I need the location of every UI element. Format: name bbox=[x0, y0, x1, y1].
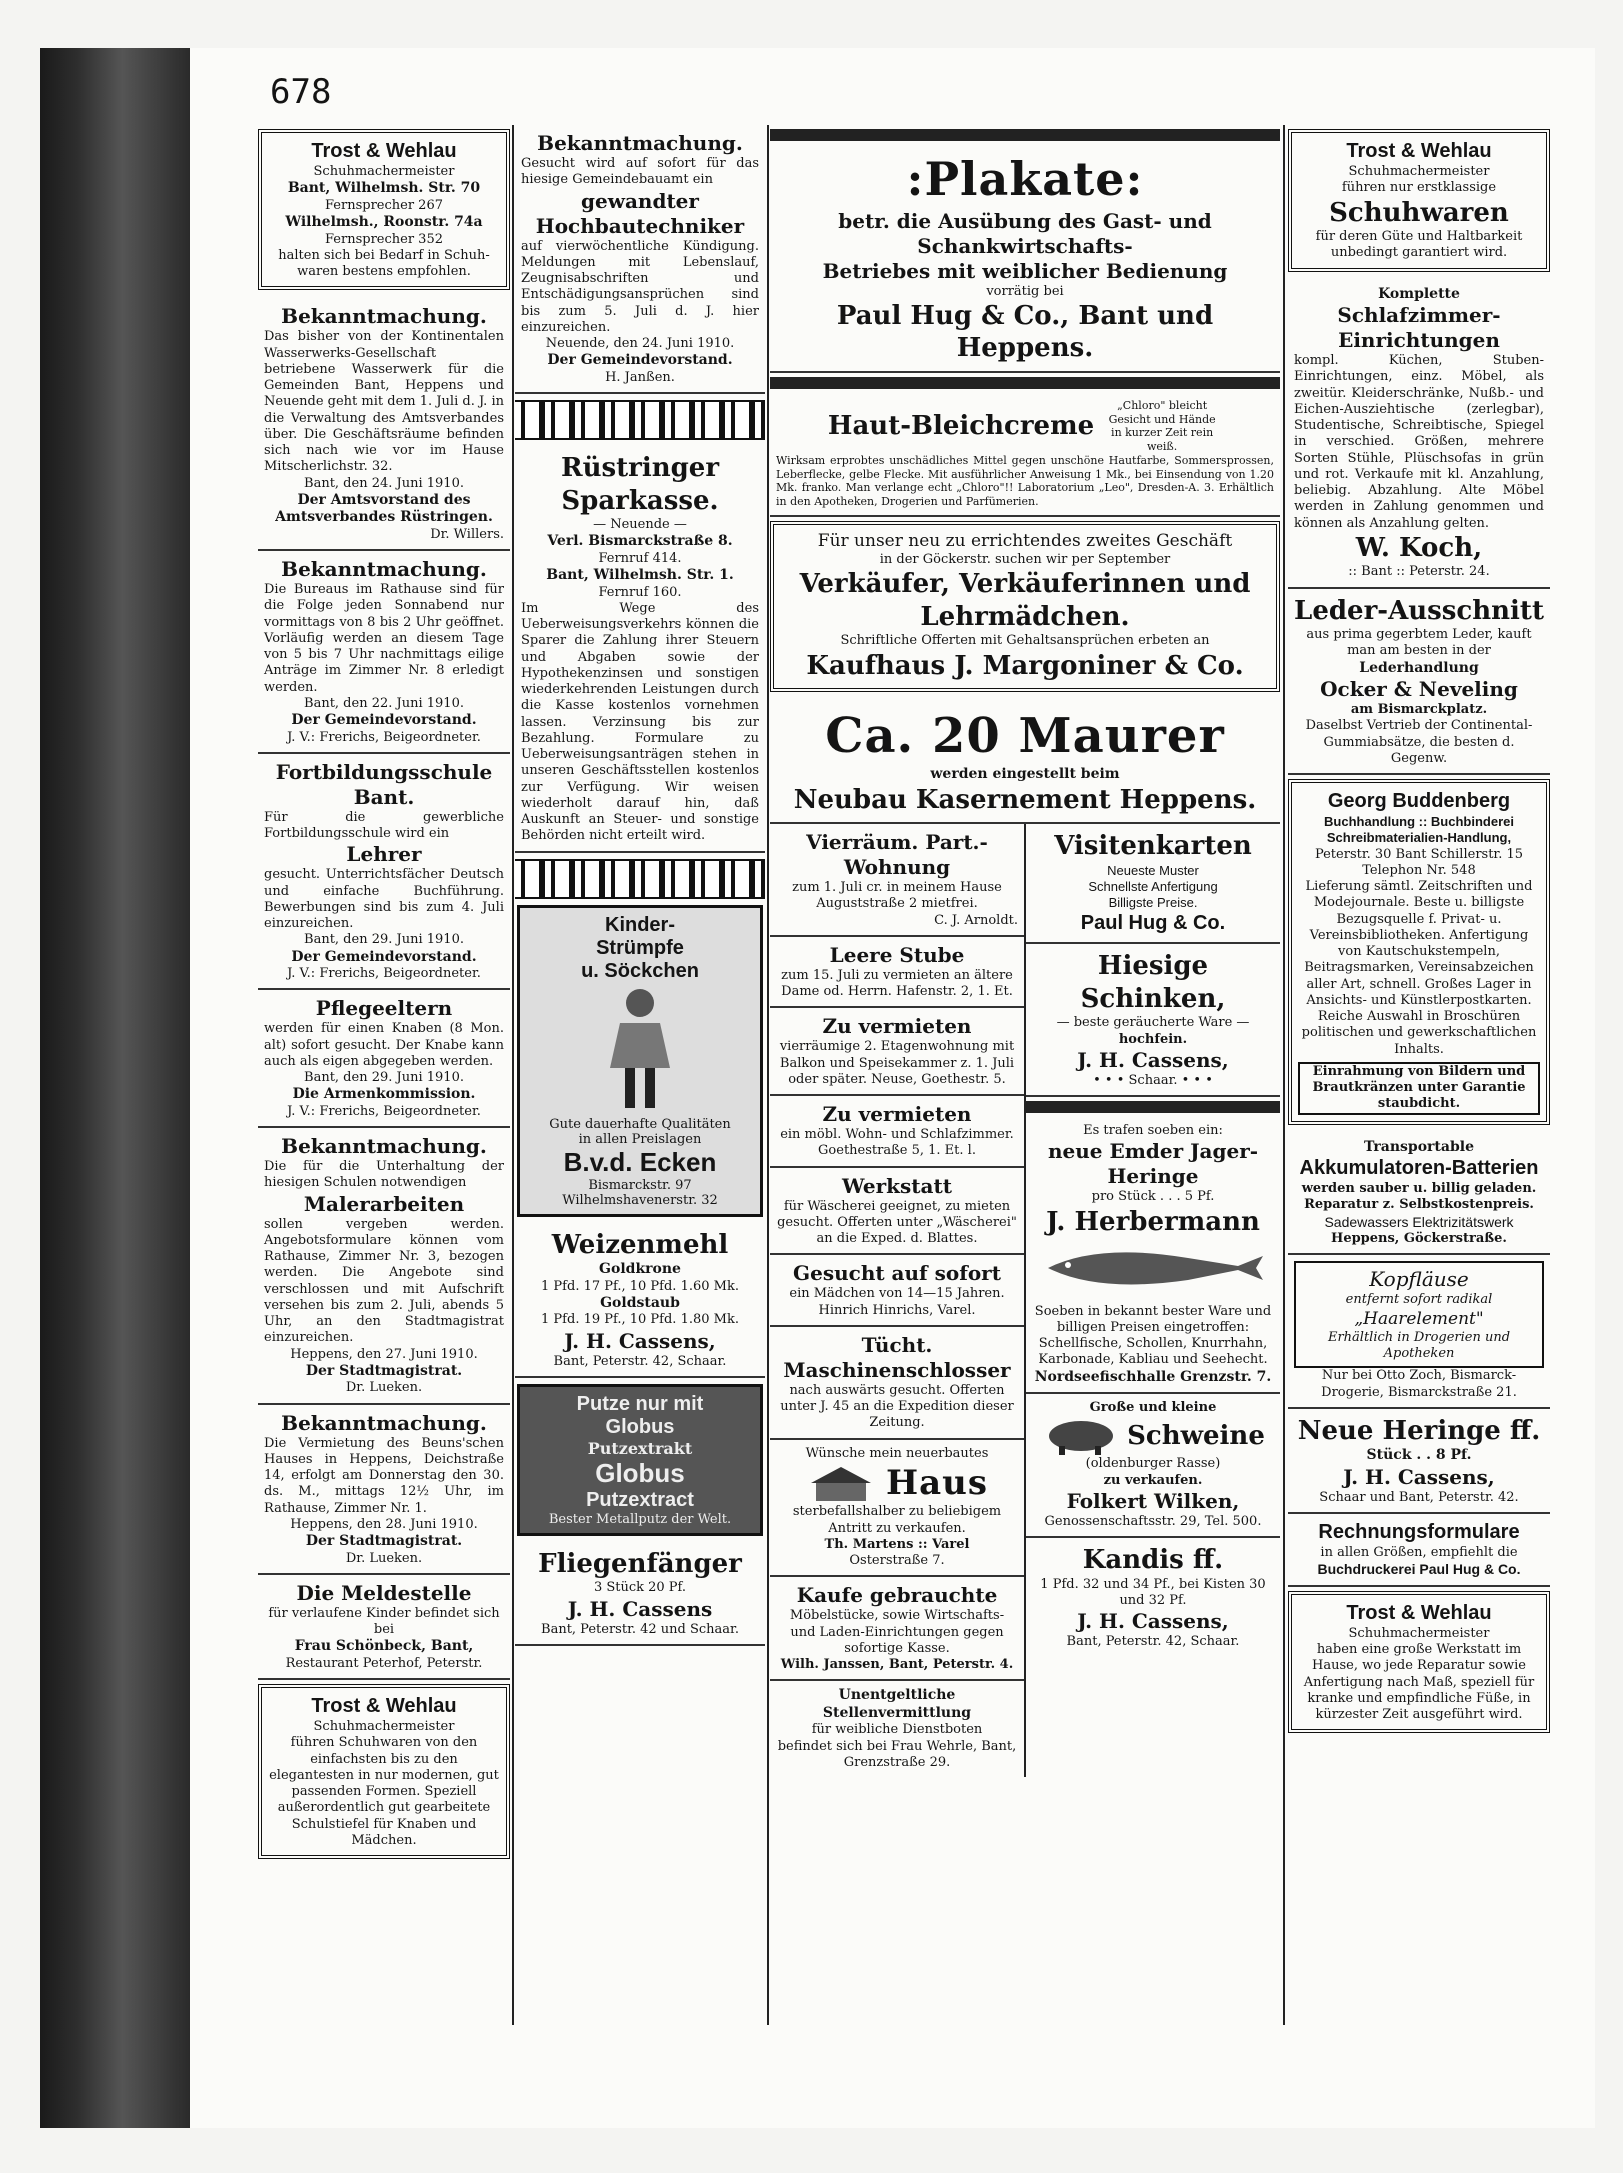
notice-text: Die Vermietung des Beuns'schen Hauses in Heppens, Deichstraße 14, erfolgt am Donnerstag den 30. ds. M., mittags 12½ Uhr, im Rathause, Zimmer Nr. 1. bbox=[264, 1435, 504, 1516]
notice-signature: Frau Schönbeck, Bant, bbox=[294, 1638, 474, 1655]
ad-line: 3 Stück 20 Pf. bbox=[593, 1580, 687, 1596]
notice-vermietung bbox=[258, 1405, 510, 1575]
ad-line: Putze nur mit bbox=[576, 1392, 704, 1415]
ad-title: Haus bbox=[885, 1462, 988, 1503]
ad-line: — beste geräucherte Ware — bbox=[1056, 1015, 1250, 1031]
notice-signature: Der Amtsvorstand des Amtsverbandes Rüstringen. bbox=[275, 491, 493, 526]
classified-left bbox=[770, 824, 1026, 1777]
ad-text: kompl. Küchen, Stuben-Einrichtungen, einz. Möbel, als zweitür. Kleiderschränke, Nußb.- und Eichen-Ausziehtische (zerlegbar), Studentische, Schreibtische, Spiegel in verschied. Größen, mehrere Sorten Stühle, Plüschsofas in grün und rot. Verkaufe mit kl. Anzahlung, beliebig. Abzahlung. Alte Möbel werden in Zahlung genommen und können als Anzahlung gelten. bbox=[1294, 353, 1544, 531]
notice-title: Bekanntmachung. bbox=[281, 1410, 487, 1435]
ad-haus bbox=[770, 1440, 1024, 1578]
ad-text: zum 1. Juli cr. in meinem Hause Auguststraße 2 mietfrei. bbox=[792, 880, 1002, 912]
ad-line: Lederhandlung bbox=[1359, 659, 1479, 676]
ad-line: Bant, Wilhelmsh. Str. 70 bbox=[287, 180, 481, 197]
ad-signature: Bant, Peterstr. 42, Schaar. bbox=[1066, 1634, 1240, 1649]
ad-title: Visitenkarten bbox=[1054, 831, 1252, 861]
ad-neue-heringe bbox=[1288, 1409, 1550, 1514]
ad-line: pro Stück . . . 5 Pf. bbox=[1091, 1189, 1215, 1205]
ad-plakate bbox=[770, 145, 1280, 373]
notice-title: Bekanntmachung. bbox=[281, 1134, 487, 1158]
ad-title: neue Emder Jager-Heringe bbox=[1047, 1139, 1259, 1189]
ad-inset-box: Einrahmung von Bildern und Brautkränzen unter Garantie staubdicht. bbox=[1298, 1062, 1540, 1115]
ad-haut-bleichcreme bbox=[770, 393, 1280, 517]
ad-kaufe-gebrauchte bbox=[770, 1577, 1024, 1681]
classified-right bbox=[1026, 824, 1280, 1777]
ad-line: (oldenburger Rasse) bbox=[1085, 1456, 1221, 1472]
notice-date: Neuende, den 24. Juni 1910. bbox=[545, 336, 735, 351]
ad-heringe-herbermann bbox=[1026, 1117, 1280, 1394]
ad-maurer bbox=[770, 700, 1280, 824]
notice-waterworks bbox=[258, 298, 510, 551]
ad-line: Fernruf 160. bbox=[598, 584, 682, 600]
ad-line: in allen Preislagen bbox=[578, 1131, 702, 1147]
ad-signature: J. Herbermann bbox=[1046, 1206, 1260, 1237]
ad-line: Schnellste Anfertigung bbox=[1088, 878, 1218, 894]
ornament-bar bbox=[515, 400, 765, 440]
ad-line: Sadewassers Elektrizitätswerk bbox=[1324, 1213, 1514, 1230]
ad-line: — Neuende — bbox=[593, 517, 687, 532]
ad-line: Fernsprecher 267 bbox=[325, 197, 443, 213]
ornament-bar bbox=[515, 859, 765, 899]
notice-signature: J. V.: Frerichs, Beigeordneter. bbox=[287, 729, 481, 745]
ad-leder-ausschnitt bbox=[1288, 589, 1550, 776]
ad-line: Bant, Wilhelmsh. Str. 1. bbox=[546, 567, 734, 583]
handwritten-box bbox=[1294, 1261, 1544, 1368]
ad-line: Schuhmachermeister bbox=[313, 1719, 455, 1734]
notice-date: Heppens, den 27. Juni 1910. bbox=[290, 1346, 478, 1362]
notice-signature: Der Gemeindevorstand. bbox=[547, 352, 733, 369]
ad-line: Bismarckstr. 97 Wilhelmshavenerstr. 32 bbox=[562, 1177, 718, 1208]
ad-signature: Nur bei Otto Zoch, Bismarck-Drogerie, Bismarckstraße 21. bbox=[1321, 1368, 1517, 1400]
ad-title: Leder-Ausschnitt bbox=[1294, 595, 1544, 626]
ad-signature: J. H. Cassens, bbox=[1077, 1047, 1229, 1072]
ad-wohnung bbox=[770, 824, 1024, 937]
ad-line: Neubau Kasernement Heppens. bbox=[793, 784, 1257, 815]
ad-signature: Ocker & Neveling bbox=[1320, 677, 1518, 701]
black-rule bbox=[1026, 1101, 1280, 1113]
notice-bureaus bbox=[258, 551, 510, 754]
ad-text: Daselbst Vertrieb der Continental-Gummiabsätze, die besten d. Gegenw. bbox=[1305, 718, 1533, 766]
ad-signature: C. J. Arnoldt. bbox=[934, 912, 1018, 928]
column-rule bbox=[767, 125, 769, 2025]
notice-text: Die Bureaus im Rathause sind für die Folge jeden Sonnabend nur vormittags von 8 bis 2 Uhr geöffnet. Vorläufig werden an diesem Tage von 5 bis 7 Uhr nachmittags eilige Anträge im Zimmer Nr. 8 erledigt werden. bbox=[264, 582, 504, 695]
ad-signature: Paul Hug & Co., Bant und Heppens. bbox=[836, 300, 1214, 364]
notice-signature: Der Stadtmagistrat. bbox=[305, 1362, 463, 1379]
ad-title: Akkumulatoren-Batterien bbox=[1299, 1157, 1539, 1179]
notice-text: Gesucht wird auf sofort für das hiesige Gemeindebauamt ein bbox=[521, 156, 759, 188]
ad-line: betr. die Ausübung des Gast- und Schankwirtschafts- bbox=[838, 208, 1212, 258]
ad-text: Wirksam erprobtes unschädliches Mittel gegen unschöne Hautfarbe, Sommersprossen, Leberflecke, gelbe Flecke. Mit ausführlicher Anweisung 1 Mk., bei Einsendung von 1.20 Mk. franko. Man verlange echt „Chloro"!! Laboratorium „Leo", Dresden-A. 3. Erhältlich in den Apotheken, Drogerien und Parfümerien. bbox=[776, 453, 1274, 508]
ad-title: Werkstatt bbox=[842, 1173, 952, 1198]
column-1 bbox=[258, 125, 510, 2073]
ad-text: vierräumige 2. Etagenwohnung mit Balkon und Speisekammer z. 1. Juli oder später. Neuse, Goethestr. 5. bbox=[779, 1039, 1015, 1087]
ad-trost-wehlau-3 bbox=[1288, 129, 1550, 272]
ad-title: Trost & Wehlau bbox=[1346, 1601, 1492, 1624]
notice-highlight: gewandter Hochbautechniker bbox=[535, 188, 745, 238]
ad-title: Schweine bbox=[1127, 1421, 1265, 1451]
ad-text: 1 Pfd. 32 und 34 Pf., bei Kisten 30 und 32 Pf. bbox=[1040, 1576, 1266, 1608]
ad-title: Schlafzimmer-Einrichtungen bbox=[1337, 303, 1501, 352]
ad-line: Schreibmaterialien-Handlung, bbox=[1326, 830, 1512, 846]
notice-signature: Der Gemeindevorstand. bbox=[291, 712, 477, 728]
ad-line: Betriebes mit weiblicher Bedienung bbox=[822, 258, 1228, 283]
notice-highlight: Lehrer bbox=[346, 842, 422, 867]
ad-text: sterbefallshalber zu beliebigem Antritt zu verkaufen. bbox=[792, 1504, 1002, 1536]
ad-signature: Schaar und Bant, Peterstr. 42. bbox=[1319, 1489, 1519, 1505]
notice-highlight: Malerarbeiten bbox=[303, 1191, 465, 1216]
ad-line: Neueste Muster bbox=[1107, 862, 1199, 878]
ad-signature: Bant, Peterstr. 42, Schaar. bbox=[553, 1353, 727, 1369]
ad-title: Zu vermieten bbox=[822, 1102, 972, 1126]
ad-line: in allen Größen, empfiehlt die bbox=[1320, 1545, 1518, 1560]
notice-pflegeeltern bbox=[258, 990, 510, 1128]
ad-visitenkarten bbox=[1026, 824, 1280, 944]
notice-signature: J. V.: Frerichs, Beigeordneter. bbox=[287, 966, 481, 981]
ad-line: Putzextrakt bbox=[587, 1438, 693, 1458]
ad-maschinenschlosser bbox=[770, 1327, 1024, 1440]
notice-date: Bant, den 24. Juni 1910. bbox=[304, 475, 464, 491]
ad-signature: Hinrich Hinrichs, Varel. bbox=[818, 1302, 976, 1318]
ad-line: hochfein. bbox=[1118, 1031, 1188, 1047]
ad-title: :Plakate: bbox=[906, 152, 1144, 206]
notice-signature: H. Janßen. bbox=[605, 369, 675, 385]
ad-line: vorrätig bei bbox=[986, 283, 1064, 299]
notice-date: Heppens, den 28. Juni 1910. bbox=[290, 1516, 478, 1532]
notice-signature: Der Gemeindevorstand. bbox=[291, 948, 477, 965]
column-2 bbox=[515, 125, 765, 2073]
notice-date: Bant, den 29. Juni 1910. bbox=[304, 932, 464, 948]
ad-title: Trost & Wehlau bbox=[1346, 140, 1492, 162]
ad-line: Heppens, Göckerstraße. bbox=[1331, 1231, 1507, 1246]
fish-illustration bbox=[1038, 1238, 1268, 1298]
ad-line: Globus bbox=[605, 1415, 675, 1438]
ad-line: Goldkrone bbox=[599, 1261, 681, 1277]
notice-title: Die Meldestelle bbox=[296, 1580, 472, 1605]
ad-signature: Th. Martens :: Varel bbox=[824, 1536, 970, 1552]
ad-text: werden sauber u. billig geladen. Reparatur z. Selbstkostenpreis. bbox=[1301, 1181, 1537, 1213]
ad-signature: J. H. Cassens, bbox=[1077, 1609, 1229, 1633]
ad-koch-moebel bbox=[1288, 280, 1550, 589]
ad-text: Lieferung sämtl. Zeitschriften und Modejournale. Beste u. billigste Bezugsquelle f. Privat- u. Vereinsbibliotheken. Anfertigung von Kautschukstempeln, Beitragsmarken, Vereinsabzeichen aller Art, schnell. Großes Lager in Ansichts- und Künstlerpostkarten. Reiche Auswahl in Broschüren politischen und gewerkschaftlichen Inhalts. bbox=[1301, 879, 1537, 1057]
ad-signature: Osterstraße 7. bbox=[849, 1553, 945, 1568]
ad-weizenmehl bbox=[515, 1223, 765, 1378]
notice-date: Bant, den 22. Juni 1910. bbox=[304, 695, 464, 711]
column-3 bbox=[770, 125, 1280, 2073]
notice-signature: J. V.: Frerichs, Beigeordneter. bbox=[287, 1103, 481, 1119]
page-number: 678 bbox=[270, 72, 332, 112]
column-rule bbox=[1283, 125, 1285, 2025]
ad-line: führen nur erstklassige bbox=[1341, 180, 1497, 196]
ad-schweine bbox=[1026, 1394, 1280, 1538]
ad-line: Putzextract bbox=[586, 1488, 694, 1511]
column-4 bbox=[1288, 125, 1550, 2073]
ad-line: Bester Metallputz der Welt. bbox=[548, 1511, 732, 1527]
ad-line: Transportable bbox=[1364, 1138, 1474, 1155]
notice-signature: Dr. Willers. bbox=[430, 526, 504, 542]
ad-fliegenfaenger bbox=[515, 1542, 765, 1646]
ad-signature: Bant, Peterstr. 42 und Schaar. bbox=[541, 1621, 739, 1637]
ad-line: Schuhmachermeister bbox=[313, 164, 455, 179]
ad-signature: Folkert Wilken, bbox=[1066, 1488, 1240, 1513]
ad-title: Georg Buddenberg bbox=[1327, 790, 1511, 812]
ad-title: Neue Heringe ff. bbox=[1297, 1415, 1541, 1446]
notice-meldestelle bbox=[258, 1575, 510, 1680]
ad-text: haben eine große Werkstatt im Hause, wo jede Reparatur sowie Anfertigung nach Maß, speziell für kranke und empfindliche Füße, in kürzester Zeit ausgeführt wird. bbox=[1303, 1642, 1535, 1722]
ad-text: für Wäscherei geeignet, zu mieten gesucht. Offerten unter „Wäscherei" an die Exped. d. Blattes. bbox=[777, 1198, 1017, 1246]
notice-title: Pflegeeltern bbox=[315, 996, 453, 1021]
ad-globus-image bbox=[517, 1384, 763, 1536]
ad-schinken bbox=[1026, 944, 1280, 1097]
notice-text: für verlaufene Kinder befindet sich bei bbox=[268, 1605, 500, 1637]
ad-line: Große und kleine bbox=[1089, 1400, 1217, 1415]
ad-line: Schriftliche Offerten mit Gehaltsansprüchen erbeten an bbox=[840, 633, 1210, 649]
notice-text: Die für die Unterhaltung der hiesigen Schulen notwendigen bbox=[264, 1159, 504, 1191]
notice-hochbautechniker bbox=[515, 125, 765, 394]
notice-fortbildungsschule bbox=[258, 754, 510, 991]
ad-rechnungsformulare bbox=[1288, 1514, 1550, 1587]
ad-title: Gesucht auf sofort bbox=[793, 1261, 1001, 1286]
ad-line: 1 Pfd. 19 Pf., 10 Pfd. 1.80 Mk. bbox=[541, 1312, 739, 1328]
ad-line: Erhältlich in Drogerien und Apotheken bbox=[1327, 1329, 1511, 1361]
book-spine bbox=[40, 48, 190, 2128]
notice-title: Bekanntmachung. bbox=[281, 304, 487, 329]
ad-trost-wehlau-4 bbox=[1288, 1591, 1550, 1734]
ad-signature: J. H. Cassens, bbox=[1343, 1464, 1495, 1489]
ad-line: Strümpfe bbox=[596, 936, 684, 959]
ad-signature: :: Bant :: Peterstr. 24. bbox=[1348, 564, 1490, 580]
ad-line: Goldstaub bbox=[600, 1294, 680, 1311]
ad-title: Haut-Bleichcreme bbox=[827, 411, 1095, 441]
pig-illustration bbox=[1041, 1416, 1121, 1456]
ad-text: befindet sich bei Frau Wehrle, Bant, Grenzstraße 29. bbox=[777, 1738, 1017, 1770]
ad-zoch-haarelement bbox=[1288, 1255, 1550, 1409]
ad-text: ein möbl. Wohn- und Schlafzimmer. Goethestraße 5, 1. Et. l. bbox=[780, 1127, 1014, 1159]
ad-signature: Wilh. Janssen, Bant, Peterstr. 4. bbox=[780, 1657, 1014, 1672]
ad-text: Im Wege des Ueberweisungsverkehrs können die Sparer die Zahlung ihrer Steuern und Abgaben sowie der Hypothekenzinsen und sonstigen wiederkehrenden Leistungen durch die Kasse kostenlos vornehmen lassen. Verzinsung bis zur Bezahlung. Formulare zu Ueberweisungsanträgen stehen in unseren Geschäftsstellen kostenlos zur Verfügung. Wir weisen wiederholt darauf hin, daß Auskunft an Steuer- und sonstige Behörden nicht erteilt wird. bbox=[521, 600, 759, 844]
notice-date: Bant, den 29. Juni 1910. bbox=[304, 1070, 464, 1085]
ad-line: für deren Güte und Haltbarkeit unbedingt garantiert wird. bbox=[1315, 229, 1523, 261]
ad-title: Leere Stube bbox=[829, 942, 965, 967]
notice-text: werden für einen Knaben (8 Mon. alt) sofort gesucht. Der Knabe kann auch als eigen abgegeben werden. bbox=[264, 1021, 504, 1069]
ad-line: „Chloro" bleicht Gesicht und Hände in kurzer Zeit rein weiß. bbox=[1108, 398, 1216, 453]
ad-title: Trost & Wehlau bbox=[311, 140, 457, 162]
ad-title: Zu vermieten bbox=[822, 1014, 972, 1039]
ad-signature: Kaufhaus J. Margoniner & Co. bbox=[806, 650, 1244, 681]
ad-title: Tücht. Maschinenschlosser bbox=[783, 1332, 1011, 1382]
ad-line: Verl. Bismarckstraße 8. bbox=[547, 533, 733, 550]
ad-sparkasse bbox=[515, 446, 765, 853]
ad-line: zu verkaufen. bbox=[1103, 1472, 1203, 1488]
child-figure-illustration bbox=[585, 983, 695, 1113]
ad-trost-wehlau-1 bbox=[258, 129, 510, 290]
ad-signature: W. Koch, bbox=[1355, 532, 1483, 563]
notice-malerarbeiten bbox=[258, 1128, 510, 1405]
ad-stellenvermittlung bbox=[770, 1681, 1024, 1777]
ad-title: Kopfläuse bbox=[1369, 1267, 1469, 1292]
ad-title: Rüstringer Sparkasse. bbox=[560, 453, 720, 516]
ad-line: Peterstr. 30 Bant Schillerstr. 15 bbox=[1314, 846, 1524, 862]
ad-title: Rechnungsformulare bbox=[1318, 1521, 1520, 1543]
notice-signature: Dr. Lueken. bbox=[345, 1380, 423, 1396]
ad-title: Kandis ff. bbox=[1082, 1545, 1224, 1575]
ad-line: Fernsprecher 352 bbox=[325, 231, 443, 247]
ad-line: Telephon Nr. 548 bbox=[1362, 862, 1476, 878]
ad-signature: J. H. Cassens bbox=[567, 1596, 713, 1621]
ad-highlight: Schuhwaren bbox=[1329, 197, 1509, 228]
column-rule bbox=[512, 125, 514, 2025]
ad-text: ein Mädchen von 14—15 Jahren. bbox=[789, 1286, 1005, 1302]
ad-line: Buchhandlung :: Buchbinderei bbox=[1324, 814, 1514, 829]
ad-title: Trost & Wehlau bbox=[311, 1695, 457, 1717]
ad-buddenberg bbox=[1288, 779, 1550, 1125]
ad-line: Fernruf 414. bbox=[598, 550, 682, 566]
ad-text: führen Schuhwaren von den einfachsten bis zu den elegantesten in nur modernen, gut passenden Formen. Speziell außerordentlich gut gearbeitete Schulstiefel für Knaben und Mädchen. bbox=[269, 1735, 499, 1848]
ad-title: Weizenmehl bbox=[551, 1229, 729, 1260]
ad-gesucht bbox=[770, 1255, 1024, 1327]
ad-line: in der Göckerstr. suchen wir per September bbox=[879, 552, 1171, 567]
ad-text: zum 15. Juli zu vermieten an ältere Dame od. Herrn. Hafenstr. 2, 1. Et. bbox=[781, 967, 1013, 999]
ad-line: Schuhmachermeister bbox=[1348, 1625, 1490, 1641]
ad-werkstatt bbox=[770, 1168, 1024, 1256]
ad-line: werden eingestellt beim bbox=[930, 766, 1120, 782]
ad-line: halten sich bei Bedarf in Schuh-waren bestens empfohlen. bbox=[278, 247, 490, 279]
ad-title: B.v.d. Ecken bbox=[563, 1146, 717, 1177]
ad-text: Soeben in bekannt bester Ware und billigen Preisen eingetroffen: Schellfische, Schollen, Knurrhahn, Karbonade, Kabliau und Seehecht. bbox=[1034, 1303, 1272, 1368]
black-rule bbox=[770, 129, 1280, 141]
notice-text: auf vierwöchentliche Kündigung. Meldungen mit Lebenslauf, Zeugnisabschriften und Entschädigungsansprüchen sind bis zum 5. Juli d. J. hier einzureichen. bbox=[521, 238, 759, 335]
ad-margoniner bbox=[770, 521, 1280, 692]
ad-signature: • • • Schaar. • • • bbox=[1093, 1072, 1213, 1088]
ad-text: aus prima gegerbtem Leder, kauft man am besten in der bbox=[1306, 627, 1532, 659]
black-rule bbox=[770, 377, 1280, 389]
notice-text: sollen vergeben werden. Angebotsformulare können vom Rathause, Zimmer Nr. 3, bezogen werden. Die Angebote sind verschlossen und mit Aufschrift versehen bis zum 2. Juli, abends 5 Uhr, an den Stadtmagistrat einzureichen. bbox=[264, 1216, 504, 1346]
ad-line: Kinder- bbox=[605, 913, 675, 936]
ad-line: für weibliche Dienstboten bbox=[811, 1722, 983, 1738]
ad-text: nach auswärts gesucht. Offerten unter J. 45 an die Expedition dieser Zeitung. bbox=[780, 1382, 1014, 1431]
ad-akkumulatoren bbox=[1288, 1133, 1550, 1256]
notice-signature: Die Armenkommission. bbox=[292, 1086, 476, 1103]
ad-line: 1 Pfd. 17 Pf., 10 Pfd. 1.60 Mk. bbox=[541, 1278, 739, 1294]
ad-leere-stube bbox=[770, 937, 1024, 1009]
ad-line: entfernt sofort radikal bbox=[1345, 1292, 1493, 1308]
ad-title: Hiesige Schinken, bbox=[1080, 951, 1226, 1014]
classified-split bbox=[770, 824, 1280, 1777]
ad-line: Billigste Preise. bbox=[1108, 895, 1198, 910]
ad-kandis bbox=[1026, 1538, 1280, 1656]
notice-signature: Der Stadtmagistrat. bbox=[305, 1533, 463, 1549]
ad-line: Gute dauerhafte Qualitäten bbox=[549, 1116, 731, 1132]
house-illustration bbox=[806, 1463, 876, 1503]
ad-signature: Buchdruckerei Paul Hug & Co. bbox=[1317, 1561, 1521, 1578]
ad-signature: Genossenschaftsstr. 29, Tel. 500. bbox=[1044, 1513, 1262, 1529]
notice-signature: Dr. Lueken. bbox=[345, 1550, 423, 1566]
ad-line: Stück . . 8 Pf. bbox=[1366, 1447, 1472, 1464]
ad-zu-vermieten-1 bbox=[770, 1008, 1024, 1096]
ad-title: Kaufe gebrauchte bbox=[796, 1583, 998, 1608]
ad-title: Vierräum. Part.-Wohnung bbox=[806, 830, 988, 879]
ad-line: Es trafen soeben ein: bbox=[1083, 1123, 1223, 1138]
notice-signature: Restaurant Peterhof, Peterstr. bbox=[285, 1655, 483, 1671]
ad-title: Globus bbox=[595, 1457, 685, 1488]
ad-zu-vermieten-2 bbox=[770, 1096, 1024, 1168]
ad-title: Fliegenfänger bbox=[538, 1548, 742, 1579]
ad-line: Wilhelmsh., Roonstr. 74a bbox=[285, 214, 483, 230]
ad-signature: J. H. Cassens, bbox=[564, 1328, 716, 1353]
ad-line: Für unser neu zu errichtendes zweites Geschäft bbox=[817, 530, 1233, 551]
ad-highlight: Verkäufer, Verkäuferinnen und Lehrmädchen. bbox=[799, 569, 1251, 632]
notice-title: Fortbildungsschule Bant. bbox=[275, 759, 493, 809]
ad-line: „Haarelement" bbox=[1354, 1308, 1484, 1329]
ad-text: Möbelstücke, sowie Wirtschafts- und Laden-Einrichtungen gegen sofortige Kasse. bbox=[789, 1608, 1005, 1656]
notice-title: Bekanntmachung. bbox=[281, 557, 487, 581]
notice-text: gesucht. Unterrichtsfächer Deutsch und einfache Buchführung. Bewerbungen sind bis zum 4. Juli einzureichen. bbox=[264, 867, 504, 931]
ad-title: Ca. 20 Maurer bbox=[825, 708, 1225, 764]
ad-line: Wünsche mein neuerbautes bbox=[805, 1445, 989, 1461]
notice-text: Das bisher von der Kontinentalen Wasserwerks-Gesellschaft betriebene Wasserwerk für die Gemeinden Bant, Heppens und Neuende geht mit dem 1. Juli d. J. in die Verwaltung des Amtsverbandes über. Die Geschäftsräume befinden sich nach wie vor im Hause Mitscherlichstr. 32. bbox=[264, 329, 504, 475]
ad-line: Komplette bbox=[1378, 285, 1460, 302]
ad-signature: Paul Hug & Co. bbox=[1080, 912, 1226, 935]
notice-text: Für die gewerbliche Fortbildungsschule wird ein bbox=[264, 809, 504, 841]
ad-line: am Bismarckplatz. bbox=[1350, 702, 1488, 717]
ad-signature: Nordseefischhalle Grenzstr. 7. bbox=[1034, 1368, 1272, 1385]
ad-line: u. Söckchen bbox=[581, 959, 699, 982]
ad-title: Unentgeltliche Stellenvermittlung bbox=[822, 1687, 972, 1721]
notice-title: Bekanntmachung. bbox=[537, 131, 743, 155]
ad-line: Schuhmachermeister bbox=[1348, 164, 1490, 179]
ad-kinderstruempfe-image bbox=[517, 905, 763, 1217]
ad-trost-wehlau-2 bbox=[258, 1684, 510, 1859]
